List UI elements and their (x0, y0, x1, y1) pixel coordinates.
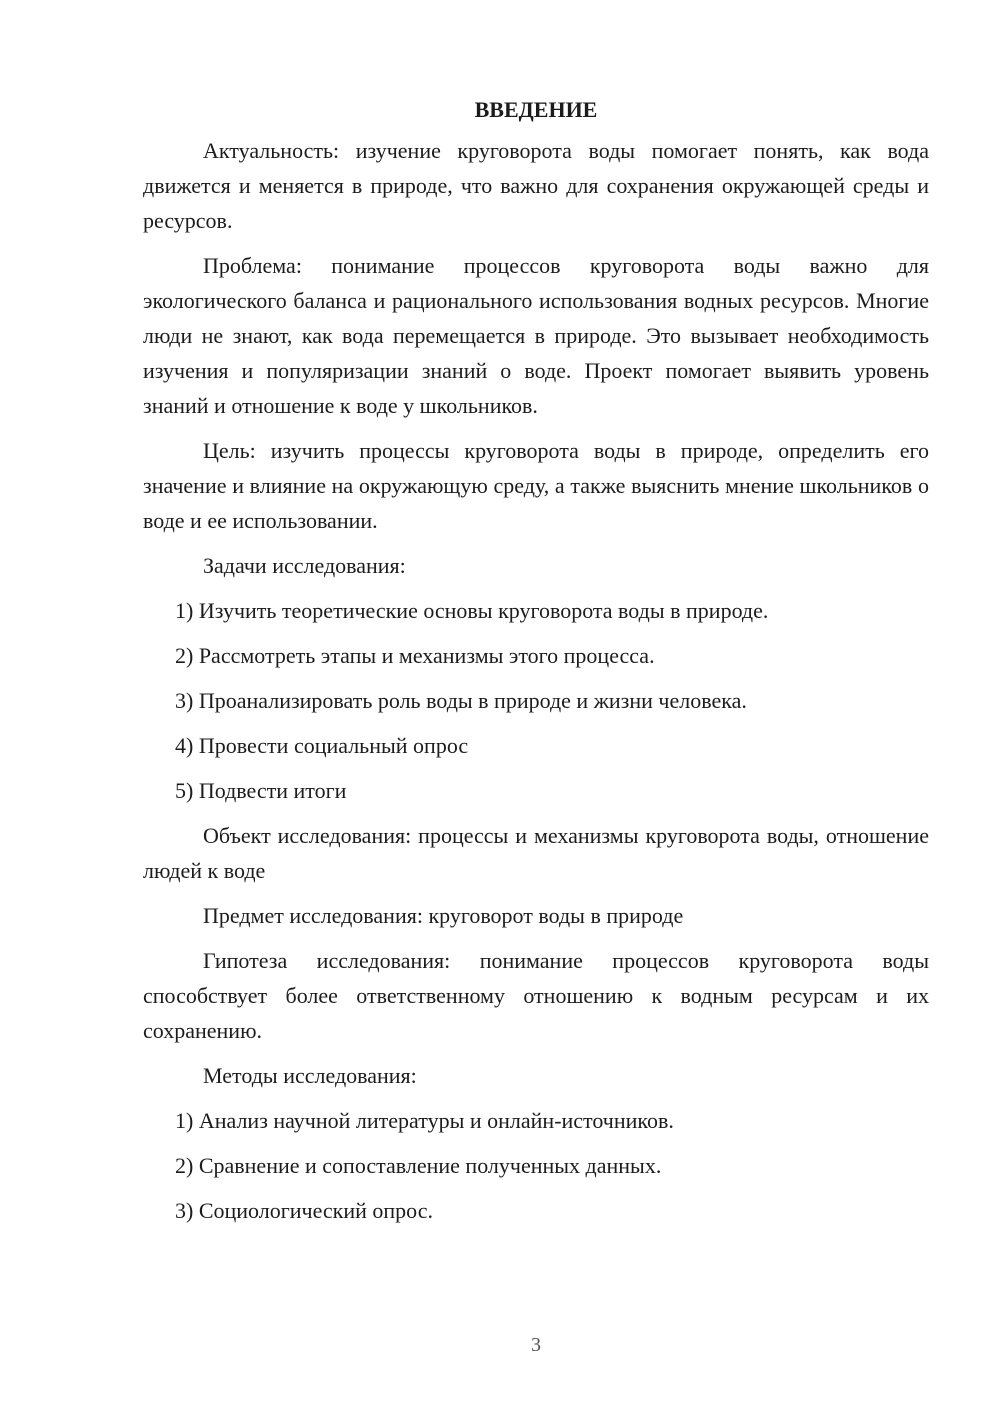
page-number: 3 (531, 1334, 541, 1356)
document-page (143, 92, 929, 1238)
methods-heading: Методы исследования: (203, 1063, 417, 1088)
method-item: 3) Социологический опрос. (175, 1198, 433, 1223)
tasks-list (143, 593, 929, 808)
tasks-heading: Задачи исследования: (203, 553, 406, 578)
task-item: 1) Изучить теоретические основы круговорота воды в природе. (175, 598, 769, 623)
subject-paragraph: Предмет исследования: круговорот воды в природе (203, 903, 684, 928)
relevance-paragraph: Актуальность: изучение круговорота воды помогает понять, как вода движется и меняется в природе, что важно для сохранения окружающей среды и ресурсов. (143, 138, 929, 233)
object-paragraph: Объект исследования: процессы и механизмы круговорота воды, отношение людей к воде (143, 823, 929, 883)
task-item: 4) Провести социальный опрос (175, 733, 469, 758)
method-item: 1) Анализ научной литературы и онлайн-источников. (175, 1108, 674, 1133)
method-item: 2) Сравнение и сопоставление полученных данных. (175, 1153, 662, 1178)
task-item: 5) Подвести итоги (175, 778, 347, 803)
hypothesis-paragraph: Гипотеза исследования: понимание процессов круговорота воды способствует более ответственному отношению к водным ресурсам и их сохранению. (143, 948, 929, 1043)
page-title: ВВЕДЕНИЕ (474, 97, 598, 122)
task-item: 3) Проанализировать роль воды в природе и жизни человека. (175, 688, 747, 713)
problem-paragraph: Проблема: понимание процессов круговорота воды важно для экологического баланса и рационального использования водных ресурсов. Многие люди не знают, как вода перемещается в природе. Это вызывает необходимость изучения и популяризации знаний о воде. Проект помогает выявить уровень знаний и отношение к воде у школьников. (143, 253, 929, 418)
goal-paragraph: Цель: изучить процессы круговорота воды в природе, определить его значение и влияние на окружающую среду, а также выяснить мнение школьников о воде и ее использовании. (143, 438, 929, 533)
task-item: 2) Рассмотреть этапы и механизмы этого процесса. (175, 643, 655, 668)
methods-list (143, 1103, 929, 1228)
